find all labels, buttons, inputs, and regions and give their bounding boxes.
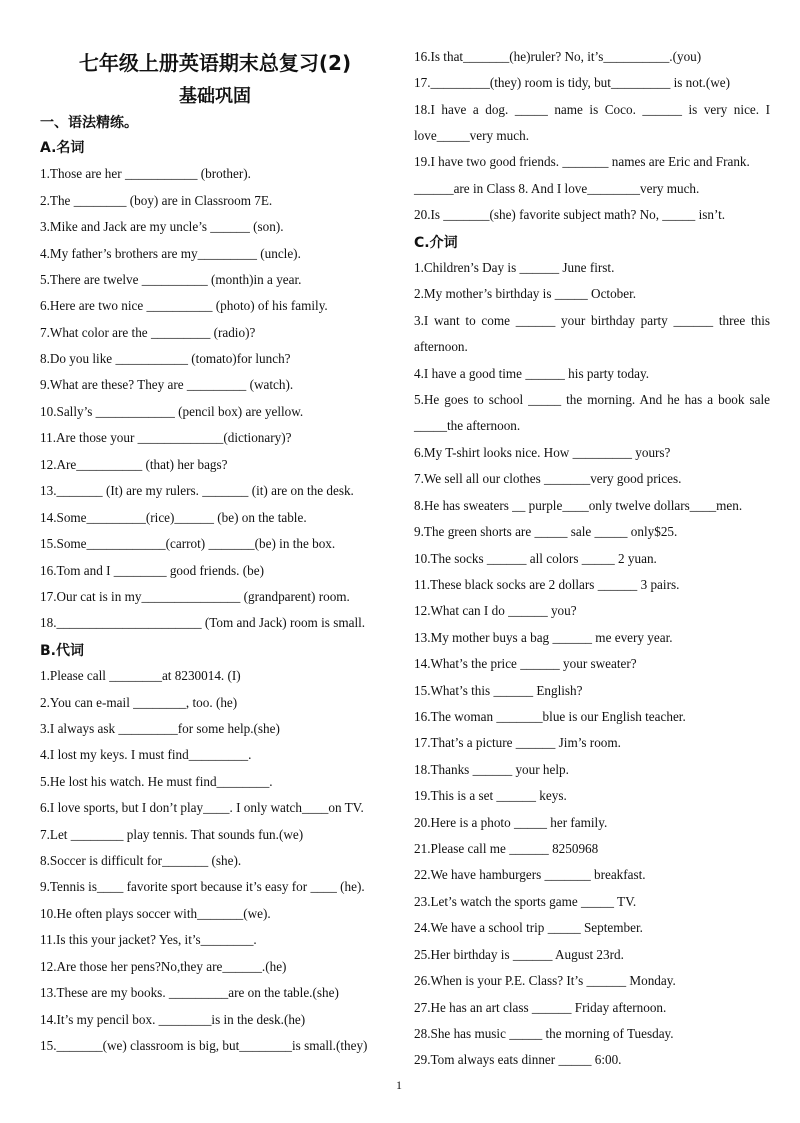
exercise-line: 14.It’s my pencil box. ________is in the desk.(he) xyxy=(40,1012,306,1027)
exercise-line: 1.Please call ________at 8230014. (I) xyxy=(40,668,241,683)
exercise-line: 24.We have a school trip _____ September. xyxy=(414,920,643,935)
exercise-line: 14.What’s the price ______ your sweater? xyxy=(414,656,637,671)
exercise-line: 3.I want to come ______ your birthday party ______ three this xyxy=(414,313,770,328)
exercise-line: 25.Her birthday is ______ August 23rd. xyxy=(414,947,624,962)
exercise-line: 16.Tom and I ________ good friends. (be) xyxy=(40,563,264,578)
exercise-line: 17.Our cat is in my_______________ (grandparent) room. xyxy=(40,589,350,604)
exercise-line: 22.We have hamburgers _______ breakfast. xyxy=(414,867,646,882)
exercise-line: 13._______ (It) are my rulers. _______ (it) are on the desk. xyxy=(40,483,354,498)
exercise-line: 1.Children’s Day is ______ June first. xyxy=(414,260,615,275)
nouns-header: A.名词 xyxy=(40,140,85,156)
exercise-line: 19.This is a set ______ keys. xyxy=(414,788,567,803)
exercise-line: 18.I have a dog. _____ name is Coco. ______ is very nice. I xyxy=(414,102,770,117)
exercise-line: 1.Those are her ___________ (brother). xyxy=(40,166,251,181)
exercise-line: 8.He has sweaters __ purple____only twelve dollars____men. xyxy=(414,498,743,513)
exercise-line: 4.I lost my keys. I must find_________. xyxy=(40,747,252,762)
exercise-line: 13.My mother buys a bag ______ me every year. xyxy=(414,630,673,645)
prepositions-header: C.介词 xyxy=(414,235,458,251)
exercise-line: 6.Here are two nice __________ (photo) of his family. xyxy=(40,298,328,313)
exercise-line: 19.I have two good friends. _______ names are Eric and Frank. xyxy=(414,154,750,169)
exercise-line: 18.______________________ (Tom and Jack) room is small. xyxy=(40,615,366,630)
exercise-line: 10.He often plays soccer with_______(we). xyxy=(40,906,271,921)
exercise-line: _____the afternoon. xyxy=(414,418,521,433)
exercise-line: 27.He has an art class ______ Friday afternoon. xyxy=(414,1000,667,1015)
exercise-line: 8.Soccer is difficult for_______ (she). xyxy=(40,853,242,868)
page-number: 1 xyxy=(396,1078,402,1092)
page-subtitle: 基础巩固 xyxy=(179,86,251,107)
pronouns-header: B.代词 xyxy=(40,643,84,659)
exercise-line: 23.Let’s watch the sports game _____ TV. xyxy=(414,894,637,909)
exercise-line: 4.I have a good time ______ his party today. xyxy=(414,366,650,381)
exercise-line: 4.My father’s brothers are my_________ (uncle). xyxy=(40,246,301,261)
exercise-line: 20.Here is a photo _____ her family. xyxy=(414,815,608,830)
exercise-line: 2.You can e-mail ________, too. (he) xyxy=(40,695,238,710)
exercise-line: 18.Thanks ______ your help. xyxy=(414,762,569,777)
exercise-line: 5.There are twelve __________ (month)in a year. xyxy=(40,272,302,287)
exercise-line: 11.Are those your _____________(dictionary)? xyxy=(40,430,292,445)
exercise-line: 5.He lost his watch. He must find________. xyxy=(40,774,273,789)
exercise-line: 17._________(they) room is tidy, but_________ is not.(we) xyxy=(414,75,730,90)
exercise-line: 13.These are my books. _________are on the table.(she) xyxy=(40,985,339,1000)
exercise-line: 10.The socks ______ all colors _____ 2 yuan. xyxy=(414,551,657,566)
page-title: 七年级上册英语期末总复习(2) xyxy=(78,51,352,75)
exercise-line: 8.Do you like ___________ (tomato)for lunch? xyxy=(40,351,291,366)
exercise-line: 15.Some____________(carrot) _______(be) in the box. xyxy=(40,536,336,551)
exercise-line: 9.What are these? They are _________ (watch). xyxy=(40,377,294,392)
exercise-line: 29.Tom always eats dinner _____ 6:00. xyxy=(414,1052,622,1067)
exercise-line: 12.Are those her pens?No,they are______.(he) xyxy=(40,959,287,974)
exercise-line: ______are in Class 8. And I love________very much. xyxy=(414,181,700,196)
exercise-line: 15.What’s this ______ English? xyxy=(414,683,583,698)
exercise-line: 16.Is that_______(he)ruler? No, it’s__________.(you) xyxy=(414,49,702,64)
exercise-line: 3.I always ask _________for some help.(she) xyxy=(40,721,280,736)
exercise-line: 16.The woman _______blue is our English teacher. xyxy=(414,709,686,724)
exercise-line: 14.Some_________(rice)______ (be) on the table. xyxy=(40,510,307,525)
exercise-line: 11.These black socks are 2 dollars ______ 3 pairs. xyxy=(414,577,680,592)
exercise-line: 28.She has music _____ the morning of Tuesday. xyxy=(414,1026,674,1041)
exercise-line: 17.That’s a picture ______ Jim’s room. xyxy=(414,735,621,750)
section-heading: 一、语法精练。 xyxy=(40,115,138,131)
exercise-line: 9.Tennis is____ favorite sport because it’s easy for ____ (he). xyxy=(40,879,365,894)
exercise-line: 5.He goes to school _____ the morning. And he has a book sale xyxy=(414,392,770,407)
exercise-line: 10.Sally’s ____________ (pencil box) are yellow. xyxy=(40,404,304,419)
exercise-line: afternoon. xyxy=(414,339,468,354)
exercise-line: 7.Let ________ play tennis. That sounds fun.(we) xyxy=(40,827,304,842)
exercise-line: 15._______(we) classroom is big, but________is small.(they) xyxy=(40,1038,368,1053)
exercise-line: 11.Is this your jacket? Yes, it’s________. xyxy=(40,932,257,947)
exercise-line: 12.What can I do ______ you? xyxy=(414,603,577,618)
exercise-line: 6.I love sports, but I don’t play____. I only watch____on TV. xyxy=(40,800,364,815)
exercise-line: 6.My T-shirt looks nice. How _________ yours? xyxy=(414,445,671,460)
exercise-line: love_____very much. xyxy=(414,128,529,143)
exercise-line: 20.Is _______(she) favorite subject math? No, _____ isn’t. xyxy=(414,207,726,222)
exercise-line: 12.Are__________ (that) her bags? xyxy=(40,457,228,472)
exercise-line: 21.Please call me ______ 8250968 xyxy=(414,841,599,856)
exercise-line: 7.What color are the _________ (radio)? xyxy=(40,325,256,340)
exercise-line: 2.My mother’s birthday is _____ October. xyxy=(414,286,637,301)
exercise-line: 7.We sell all our clothes _______very good prices. xyxy=(414,471,682,486)
exercise-line: 9.The green shorts are _____ sale _____ only$25. xyxy=(414,524,678,539)
exercise-line: 3.Mike and Jack are my uncle’s ______ (son). xyxy=(40,219,284,234)
exercise-line: 2.The ________ (boy) are in Classroom 7E. xyxy=(40,193,273,208)
exercise-line: 26.When is your P.E. Class? It’s ______ Monday. xyxy=(414,973,676,988)
